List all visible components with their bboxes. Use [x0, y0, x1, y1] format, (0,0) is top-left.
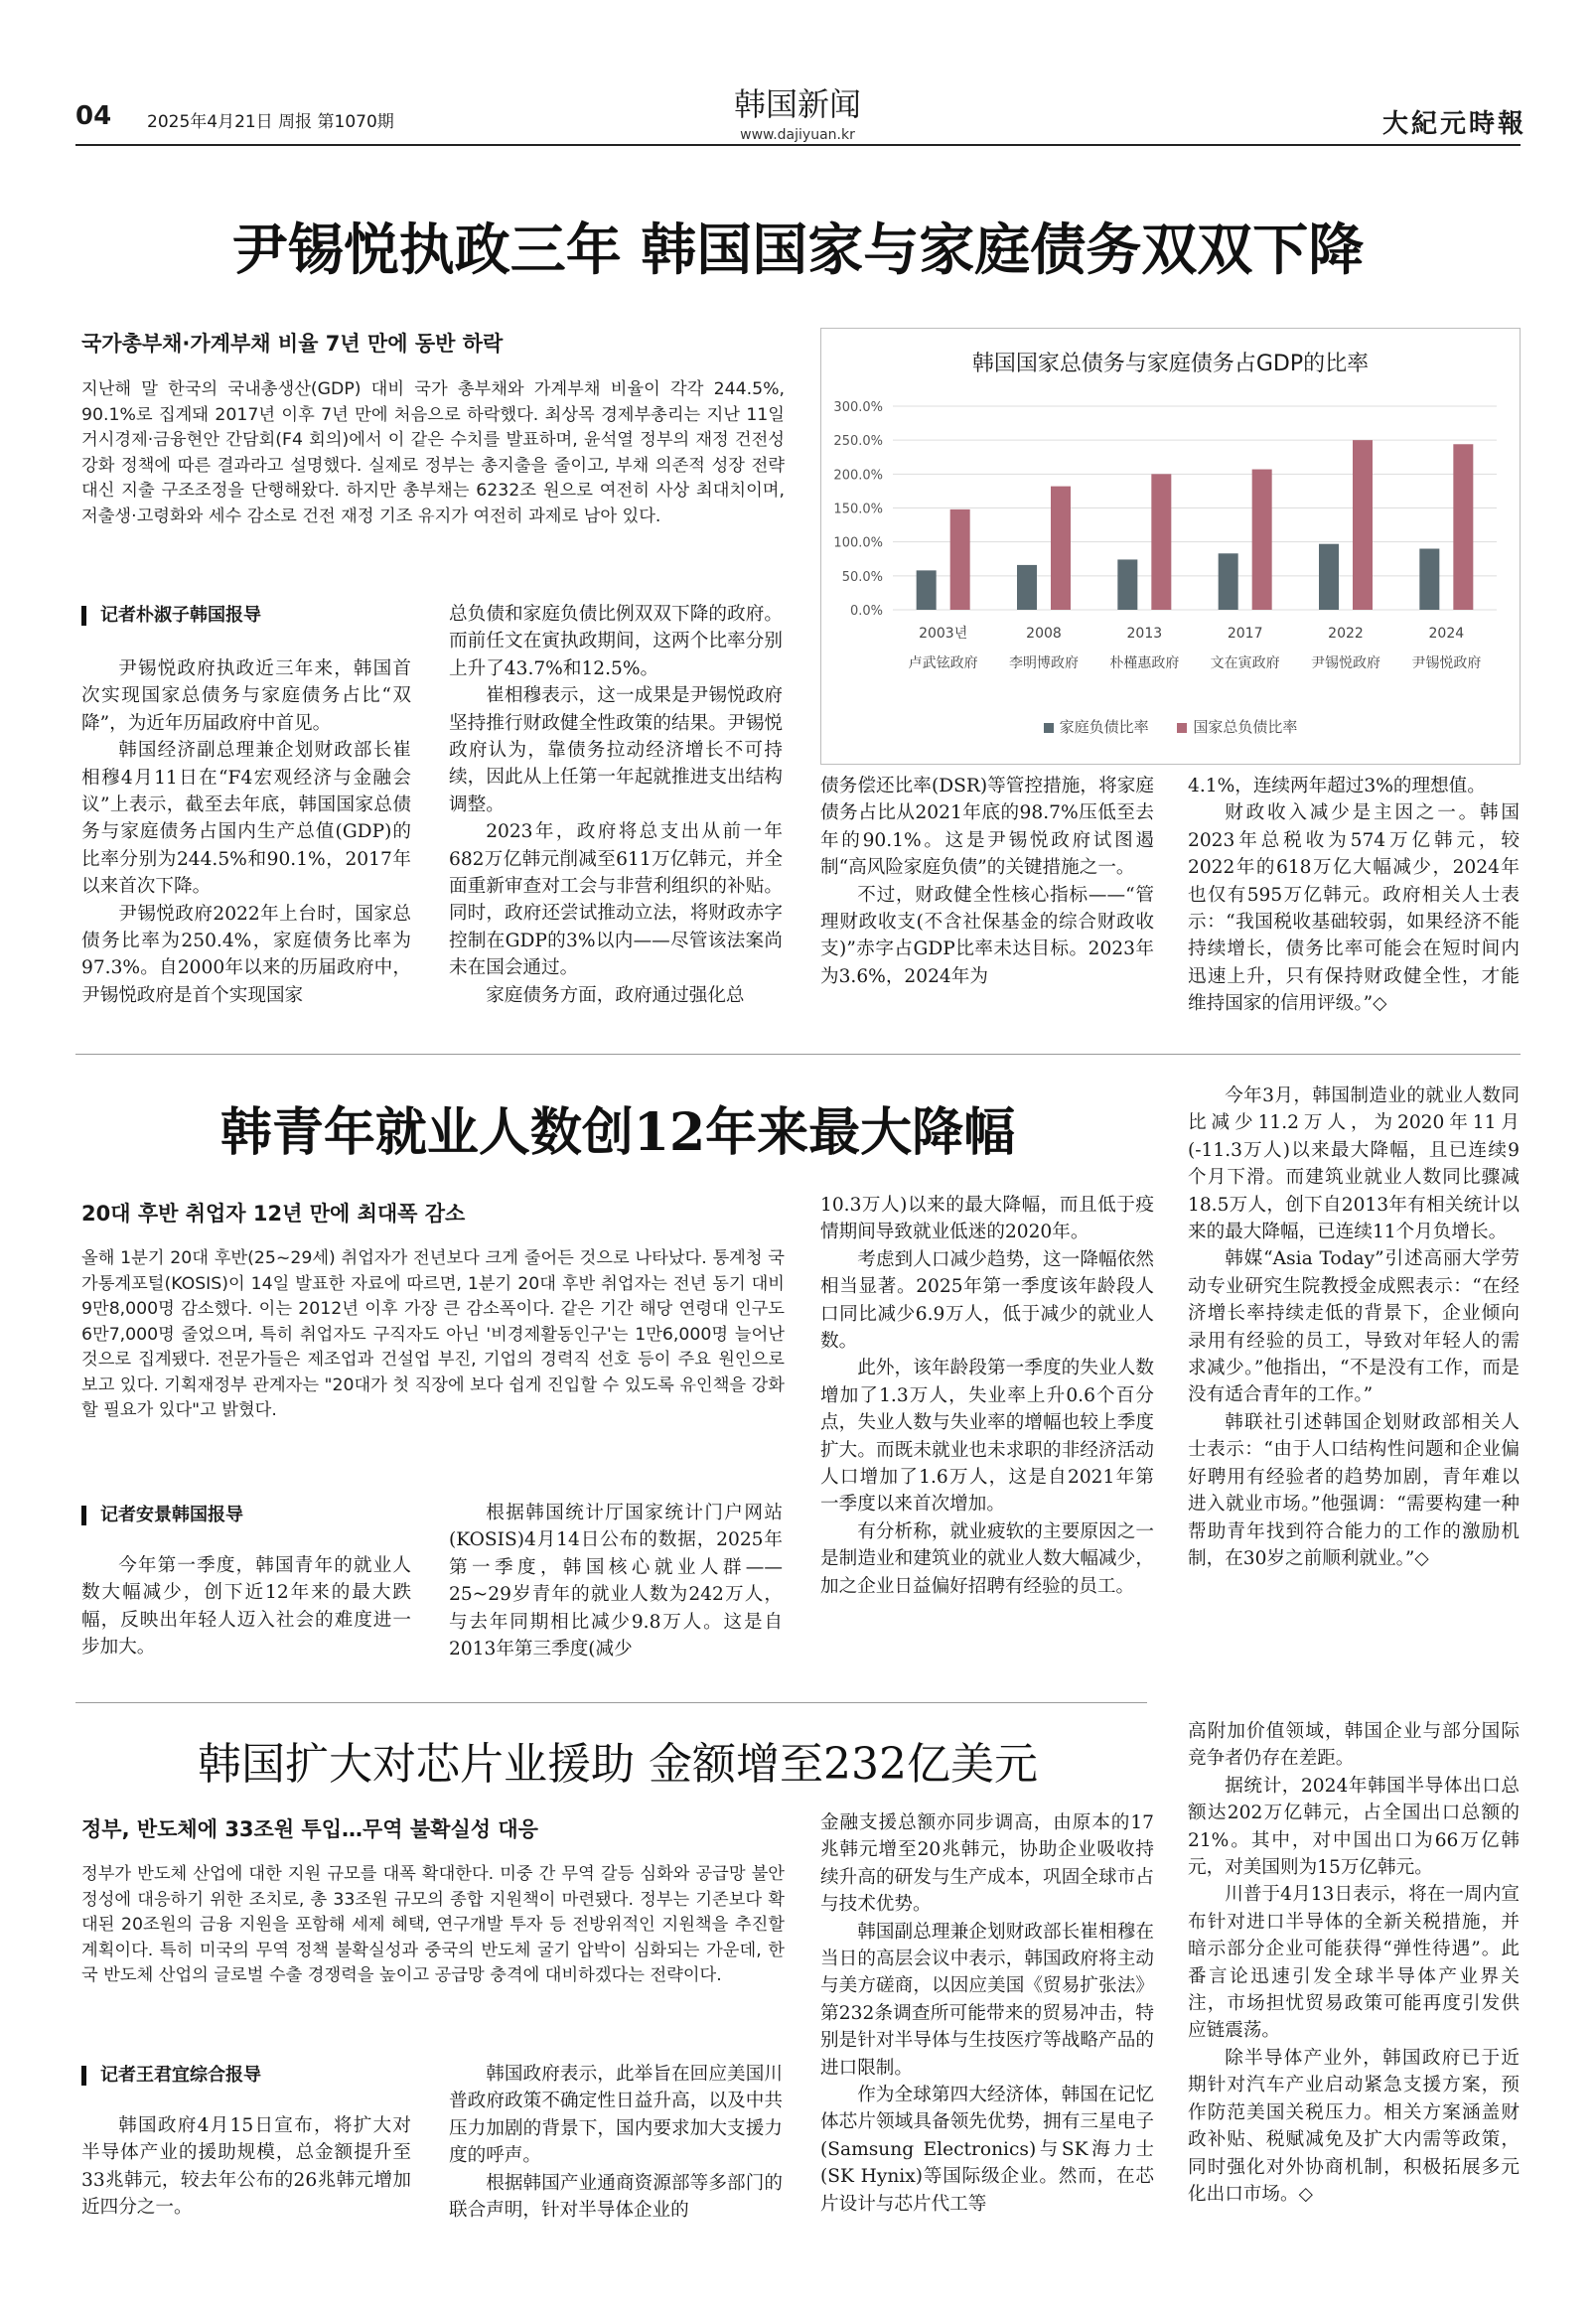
header-rule — [75, 144, 1521, 146]
article1-col1-paragraph: 尹锡悦政府2022年上台时，国家总债务比率为250.4%，家庭债务比率为97.3%。自2000年以来的历届政府中，尹锡悦政府是首个实现国家 — [81, 903, 411, 1006]
chart-plot — [821, 329, 1519, 763]
chart-bar — [1319, 544, 1339, 610]
article3-headline: 韩国扩大对芯片业援助 金额增至232亿美元 — [198, 1739, 1038, 1790]
article1-byline: 记者朴淑子韩国报导 — [81, 606, 261, 626]
chart-bar — [1017, 565, 1037, 610]
chart-bar — [1353, 440, 1373, 610]
article3-col4-paragraph: 据统计，2024年韩国半导体出口总额达202万亿韩元，占全国出口总额的21%。其中，对中国出口为66万亿韩元，对美国则为15万亿韩元。 — [1188, 1775, 1520, 1879]
article2-summary: 올해 1분기 20대 후반(25~29세) 취업자가 전년보다 크게 줄어든 것으로 나타났다. 통계청 국가통계포털(KOSIS)이 14일 발표한 자료에 따르면, 1분기 20대 후반 취업자는 전년 동기 대비 9만8,000명 감소했다. 이는 2012년 이후 가장 큰 감소폭이다. 같은 기간 해당 연령대 인구도 6만7,000명 줄었으며, 특히 취업자도 구직자도 아닌 '비경제활동인구'는 1만6,000명 늘어난 것으로 집계됐다. 전문가들은 제조업과 건설업 부진, 기업의 경력직 선호 등이 주요 원인으로 보고 있다. 기획재정부 관계자는 "20대가 첫 직장에 보다 쉽게 진입할 수 있도록 유인책을 강화할 필요가 있다"고 밝혔다. — [81, 1248, 785, 1420]
y-tick-label: 150.0% — [833, 502, 883, 517]
article1-col3 — [820, 773, 1154, 990]
chart-legend — [821, 716, 1520, 737]
article3-col3-paragraph: 作为全球第四大经济体，韩国在记忆体芯片领域具备领先优势，拥有三星电子(Samsung Electronics)与SK海力士(SK Hynix)等国际级企业。然而，在芯片设计与芯片代工等 — [820, 2085, 1154, 2215]
article3-col4 — [1188, 1718, 1520, 2208]
article3-col1 — [81, 2112, 411, 2222]
x-group-label: 尹锡悦政府 — [1311, 655, 1380, 671]
y-tick-label: 100.0% — [833, 535, 883, 551]
article1-col4-paragraph: 财政收入减少是主因之一。韩国2023年总税收为574万亿韩元，较2022年的618万亿大幅减少，2024年也仅有595万亿韩元。政府相关人士表示：“我国税收基础较弱，如果经济不能持续增长，债务比率可能会在短时间内迅速上升，只有保持财政健全性，才能维持国家的信用评级。”◇ — [1188, 802, 1520, 1015]
x-group-label: 尹锡悦政府 — [1411, 655, 1482, 671]
chart-bar — [950, 509, 970, 610]
article2-col4-paragraph: 今年3月，韩国制造业的就业人数同比减少11.2万人，为2020年11月(-11.3万人)以来最大降幅，且已连续9个月下滑。而建筑业就业人数同比骤减18.5万人，创下自2013年有相关统计以来的最大降幅，已连续11个月负增长。 — [1188, 1085, 1520, 1243]
y-tick-label: 250.0% — [833, 434, 883, 450]
article2-col2-paragraph: 根据韩国统计厅国家统计门户网站(KOSIS)4月14日公布的数据，2025年第一季度，韩国核心就业人群——25~29岁青年的就业人数为242万人，与去年同期相比减少9.8万人。这是自2013年第三季度(减少 — [449, 1503, 783, 1661]
article1-col2-paragraph: 家庭债务方面，政府通过强化总 — [486, 984, 745, 1006]
article1-col4-paragraph: 4.1%，连续两年超过3%的理想值。 — [1188, 776, 1486, 796]
article2-headline: 韩青年就业人数创12年来最大降幅 — [219, 1102, 1016, 1163]
section-divider — [75, 1702, 1147, 1703]
article1-col2-paragraph: 崔相穆表示，这一成果是尹锡悦政府坚持推行财政健全性政策的结果。尹锡悦政府认为，靠债务拉动经济增长不可持续，因此从上任第一年起就推进支出结构调整。 — [449, 685, 783, 815]
article2-col3 — [820, 1192, 1154, 1600]
chart-bar — [1151, 474, 1171, 610]
article2-col1 — [81, 1552, 411, 1661]
article2-col3-paragraph: 此外，该年龄段第一季度的失业人数增加了1.3万人，失业率上升0.6个百分点，失业人数与失业率的增幅也较上季度扩大。而既未就业也未求职的非经济活动人口增加了1.6万人，这是自2021年第一季度以来首次增加。 — [820, 1358, 1154, 1516]
debt-ratio-chart — [820, 328, 1521, 765]
article2-col1-paragraph: 今年第一季度，韩国青年的就业人数大幅减少，创下近12年来的最大跌幅，反映出年轻人迈入社会的难度进一步加大。 — [81, 1555, 411, 1659]
article1-col1-paragraph: 韩国经济副总理兼企划财政部长崔相穆4月11日在“F4宏观经济与金融会议”上表示，截至去年底，韩国国家总债务与家庭债务占国内生产总值(GDP)的比率分别为244.5%和90.1%，2017年以来首次下降。 — [81, 740, 411, 898]
site-url[interactable]: www.dajiyuan.kr — [740, 127, 855, 143]
x-tick-label: 2024 — [1428, 626, 1465, 642]
x-group-label: 文在寅政府 — [1210, 655, 1280, 671]
article1-headline: 尹锡悦执政三年 韩国国家与家庭债务双双下降 — [231, 217, 1365, 283]
article3-col4-paragraph: 川普于4月13日表示，将在一周内宣布针对进口半导体的全新关税措施，并暗示部分企业可能获得“弹性待遇”。此番言论迅速引发全球半导体产业界关注，市场担忧贸易政策可能再度引发供应链震荡。 — [1188, 1884, 1520, 2042]
article3-col2 — [449, 2061, 783, 2224]
x-group-label: 李明博政府 — [1009, 655, 1079, 671]
article2-col4-paragraph: 韩媒“Asia Today”引述高丽大学劳动专业研究生院教授金成熙表示：“在经济增长率持续走低的背景下，企业倾向录用有经验的员工，导致对年轻人的需求减少。”他指出，“不是没有工作，而是没有适合青年的工作。” — [1188, 1248, 1520, 1406]
article1-col2-paragraph: 总负债和家庭负债比例双双下降的政府。而前任文在寅执政期间，这两个比率分别上升了43.7%和12.5%。 — [449, 604, 783, 679]
article1-col3-paragraph: 不过，财政健全性核心指标——“管理财政收支(不含社保基金的综合财政收支)”赤字占GDP比率未达目标。2023年为3.6%，2024年为 — [820, 884, 1154, 987]
article3-subtitle: 정부, 반도체에 33조원 투입…무역 불확실성 대응 — [81, 1817, 538, 1841]
x-tick-label: 2022 — [1328, 626, 1364, 642]
chart-bar — [1453, 444, 1473, 610]
legend-swatch — [1177, 723, 1187, 733]
article2-col4-paragraph: 韩联社引述韩国企划财政部相关人士表示：“由于人口结构性问题和企业偏好聘用有经验者的趋势加剧，青年难以进入就业市场。”他强调：“需要构建一种帮助青年找到符合能力的工作的激励机制，在30岁之前顺利就业。”◇ — [1188, 1411, 1520, 1569]
article3-col4-paragraph: 高附加价值领域，韩国企业与部分国际竞争者仍存在差距。 — [1188, 1721, 1520, 1770]
chart-bar — [917, 570, 937, 610]
x-tick-label: 2008 — [1026, 626, 1062, 642]
article2-subtitle: 20대 후반 취업자 12년 만에 최대폭 감소 — [81, 1202, 466, 1226]
article2-byline: 记者安景韩国报导 — [81, 1506, 243, 1525]
article3-col3-paragraph: 金融支援总额亦同步调高，由原本的17兆韩元增至20兆韩元，协助企业吸收持续升高的研发与生产成本，巩固全球市占与技术优势。 — [820, 1812, 1154, 1916]
article3-col3-paragraph: 韩国副总理兼企划财政部长崔相穆在当日的高层会议中表示，韩国政府将主动与美方磋商，以因应美国《贸易扩张法》第232条调查所可能带来的贸易冲击，特别是针对半导体与生技医疗等战略产品的进口限制。 — [820, 1921, 1154, 2079]
article3-col3 — [820, 1809, 1154, 2218]
y-tick-label: 300.0% — [833, 400, 883, 415]
x-group-label: 卢武铉政府 — [908, 655, 978, 671]
chart-title: 韩国国家总债务与家庭债务占GDP的比率 — [971, 352, 1370, 376]
chart-bar — [1117, 559, 1137, 610]
chart-bar — [1051, 487, 1071, 610]
x-tick-label: 2013 — [1126, 626, 1163, 642]
article2-col3-paragraph: 考虑到人口减少趋势，这一降幅依然相当显著。2025年第一季度该年龄段人口同比减少6.9万人，低于减少的就业人数。 — [820, 1248, 1154, 1353]
page-number: 04 — [75, 101, 112, 131]
article1-col3-paragraph: 债务偿还比率(DSR)等管控措施，将家庭债务占比从2021年底的98.7%压低至去年的90.1%。这是尹锡悦政府试图遏制“高风险家庭负债”的关键措施之一。 — [820, 776, 1154, 879]
x-tick-label: 2003년 — [919, 626, 968, 642]
x-group-label: 朴槿惠政府 — [1109, 655, 1180, 671]
chart-bar — [1252, 470, 1272, 610]
chart-bar — [1419, 549, 1439, 611]
article3-summary: 정부가 반도체 산업에 대한 지원 규모를 대폭 확대한다. 미중 간 무역 갈등 심화와 공급망 불안정성에 대응하기 위한 조치로, 총 33조원 규모의 종합 지원책이 마련됐다. 정부는 기존보다 확대된 20조원의 금융 지원을 포함해 세제 혜택, 연구개발 투자 등 전방위적인 지원책을 추진할 계획이다. 특히 미국의 무역 정책 불확실성과 중국의 반도체 굴기 압박이 심화되는 가운데, 한국 반도체 산업의 글로벌 수출 경쟁력을 높이고 공급망 충격에 대비하겠다는 전략이다. — [81, 1864, 785, 1985]
issue-date: 2025年4月21日 周报 第1070期 — [147, 112, 394, 132]
article2-col3-paragraph: 10.3万人)以来的最大降幅，而且低于疫情期间导致就业低迷的2020年。 — [820, 1195, 1154, 1243]
legend-label: 国家总负债比率 — [1193, 718, 1298, 736]
y-tick-label: 200.0% — [833, 468, 883, 484]
article3-col4-paragraph: 除半导体产业外，韩国政府已于近期针对汽车产业启动紧急支援方案，预作防范美国关税压力。相关方案涵盖财政补贴、税赋减免及扩大内需等政策，同时强化对外协商机制，积极拓展多元化出口市场。◇ — [1188, 2047, 1520, 2205]
article2-col3-paragraph: 有分析称，就业疲软的主要原因之一是制造业和建筑业的就业人数大幅减少，加之企业日益偏好招聘有经验的员工。 — [820, 1520, 1154, 1597]
article2-col4 — [1188, 1083, 1520, 1572]
article1-summary: 지난해 말 한국의 국내총생산(GDP) 대비 국가 총부채와 가계부채 비율이 각각 244.5%, 90.1%로 집계돼 2017년 이후 7년 만에 처음으로 하락했다. 최상목 경제부총리는 지난 11일 거시경제·금융현안 간담회(F4 회의)에서 이 같은 수치를 발표하며, 윤석열 정부의 재정 건전성 강화 정책에 따른 결과라고 설명했다. 실제로 정부는 총지출을 줄이고, 부채 의존적 성장 전략 대신 지출 구조조정을 단행해왔다. 하지만 총부채는 6232조 원으로 여전히 사상 최대치이며, 저출생·고령화와 세수 감소로 건전 재정 기조 유지가 여전히 과제로 남아 있다. — [81, 379, 785, 526]
article1-col1 — [81, 655, 411, 1009]
x-tick-label: 2017 — [1227, 626, 1263, 642]
article3-col1-paragraph: 韩国政府4月15日宣布，将扩大对半导体产业的援助规模，总金额提升至33兆韩元，较去年公布的26兆韩元增加近四分之一。 — [81, 2115, 411, 2219]
chart-bar — [1219, 553, 1238, 610]
article3-byline: 记者王君宜综合报导 — [81, 2066, 261, 2086]
article1-col2 — [449, 601, 783, 1009]
section-title: 韩国新闻 — [733, 85, 861, 123]
article1-subtitle: 국가총부채·가계부채 비율 7년 만에 동반 하락 — [81, 332, 504, 356]
y-tick-label: 0.0% — [849, 604, 883, 619]
article3-col2-paragraph: 根据韩国产业通商资源部等多部门的联合声明，针对半导体企业的 — [449, 2172, 783, 2222]
article3-col2-paragraph: 韩国政府表示，此举旨在回应美国川普政府政策不确定性日益升高，以及中共压力加剧的背景下，国内要求加大支援力度的呼声。 — [449, 2064, 783, 2167]
legend-label: 家庭负债比率 — [1059, 718, 1149, 736]
newspaper-logo: 大紀元時報 — [1381, 109, 1526, 139]
legend-item-national — [1177, 718, 1297, 736]
article2-col2 — [449, 1500, 783, 1662]
legend-item-household — [1044, 718, 1149, 736]
article1-col4 — [1188, 773, 1520, 1018]
legend-swatch — [1044, 723, 1054, 733]
y-tick-label: 50.0% — [841, 569, 883, 585]
article1-col2-paragraph: 2023年，政府将总支出从前一年682万亿韩元削减至611万亿韩元，并全面重新审查对工会与非营利组织的补贴。同时，政府还尝试推动立法，将财政赤字控制在GDP的3%以内——尽管该法案尚未在国会通过。 — [449, 821, 783, 979]
section-divider — [75, 1054, 1521, 1055]
article1-col1-paragraph: 尹锡悦政府执政近三年来，韩国首次实现国家总债务与家庭债务占比“双降”，为近年历届政府中首见。 — [81, 658, 411, 734]
